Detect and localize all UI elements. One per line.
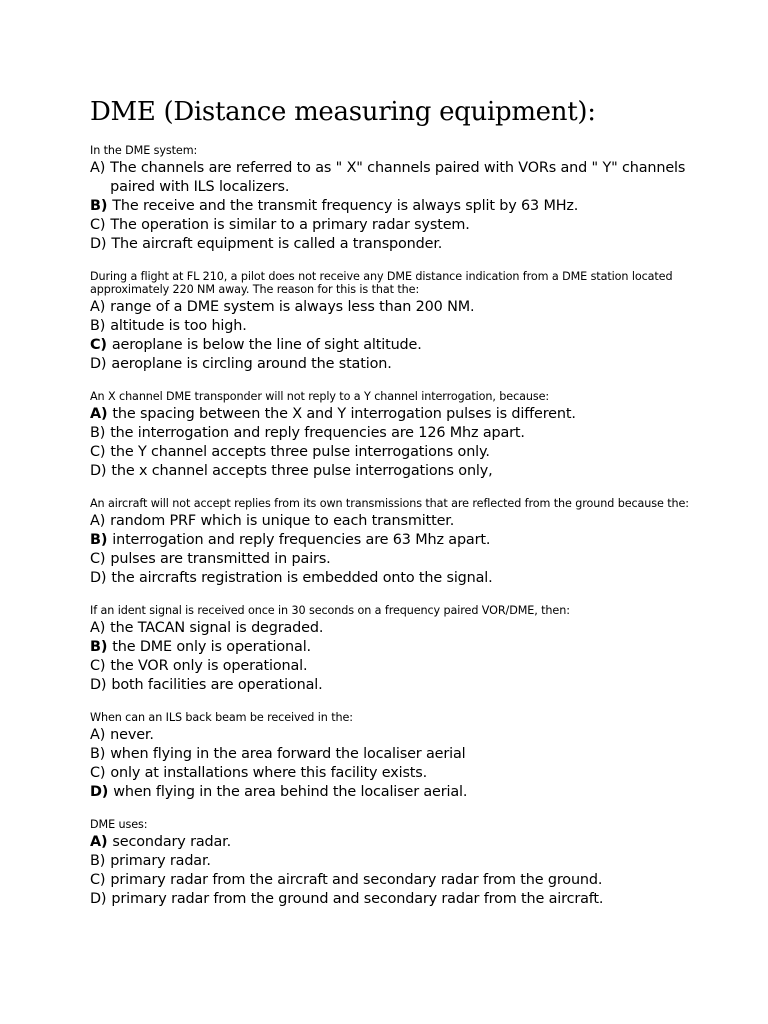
option-letter: A): [90, 406, 108, 422]
option-letter: C): [90, 765, 106, 781]
question-block-6: [90, 711, 730, 802]
option-letter: C): [90, 337, 107, 353]
option-letter: A): [90, 513, 106, 529]
question-stem: In the DME system:: [90, 144, 198, 157]
option-letter: B): [90, 532, 108, 548]
option-letter: D): [90, 570, 107, 586]
option-letter: A): [90, 834, 108, 850]
answer-options: [90, 405, 730, 481]
answer-option: [90, 443, 730, 462]
question-list: [90, 144, 730, 909]
option-letter: A): [90, 299, 106, 315]
question-stem: When can an ILS back beam be received in the:: [90, 711, 353, 724]
answer-options: [90, 298, 730, 374]
question-stem: An X channel DME transponder will not reply to a Y channel interrogation, because:: [90, 390, 550, 403]
answer-option: [90, 298, 730, 317]
answer-option: [90, 852, 730, 871]
option-text: never.: [110, 727, 154, 743]
option-text: the TACAN signal is degraded.: [110, 620, 324, 636]
option-letter: A): [90, 160, 106, 176]
option-letter: B): [90, 198, 108, 214]
option-text: only at installations where this facility exists.: [110, 765, 428, 781]
answer-option: [90, 726, 730, 745]
answer-option-correct: [90, 405, 730, 424]
option-text: the aircrafts registration is embedded onto the signal.: [111, 570, 493, 586]
answer-option: [90, 764, 730, 783]
answer-option: [90, 657, 730, 676]
option-text: the spacing between the X and Y interrogation pulses is different.: [112, 406, 576, 422]
answer-option-correct: [90, 783, 730, 802]
option-letter: D): [90, 891, 107, 907]
option-letter: B): [90, 318, 106, 334]
answer-option-correct: [90, 833, 730, 852]
option-letter: B): [90, 853, 106, 869]
answer-option: [90, 619, 730, 638]
answer-option: [90, 890, 730, 909]
option-letter: D): [90, 784, 109, 800]
answer-option-correct: [90, 336, 730, 355]
option-text: the VOR only is operational.: [110, 658, 308, 674]
answer-option: [90, 317, 730, 336]
option-text: when flying in the area behind the localiser aerial.: [113, 784, 468, 800]
option-text: the interrogation and reply frequencies are 126 Mhz apart.: [110, 425, 525, 441]
option-letter: C): [90, 658, 106, 674]
answer-option: [90, 355, 730, 374]
option-letter: C): [90, 551, 106, 567]
option-text: The aircraft equipment is called a transponder.: [111, 236, 443, 252]
option-text: aeroplane is below the line of sight altitude.: [111, 337, 422, 353]
document-page: [90, 94, 730, 925]
option-text: both facilities are operational.: [111, 677, 323, 693]
option-letter: D): [90, 356, 107, 372]
question-stem: During a flight at FL 210, a pilot does not receive any DME distance indication from a DME station located approximately 220 NM away. The reason for this is that the:: [90, 270, 673, 296]
option-text: secondary radar.: [112, 834, 232, 850]
question-stem: An aircraft will not accept replies from its own transmissions that are reflected from the ground because the:: [90, 497, 689, 510]
option-text: aeroplane is circling around the station.: [111, 356, 392, 372]
question-stem: If an ident signal is received once in 30 seconds on a frequency paired VOR/DME, then:: [90, 604, 570, 617]
option-text: The channels are referred to as " X" channels paired with VORs and " Y" channels paired with ILS localizers.: [110, 160, 686, 195]
question-block-3: [90, 390, 730, 481]
option-text: The receive and the transmit frequency is always split by 63 MHz.: [112, 198, 579, 214]
answer-options: [90, 159, 730, 254]
answer-option: [90, 550, 730, 569]
answer-option: [90, 569, 730, 588]
option-text: random PRF which is unique to each transmitter.: [110, 513, 455, 529]
option-letter: A): [90, 727, 106, 743]
option-letter: D): [90, 236, 107, 252]
option-letter: D): [90, 677, 107, 693]
answer-option: [90, 159, 730, 197]
answer-options: [90, 833, 730, 909]
option-text: interrogation and reply frequencies are 63 Mhz apart.: [112, 532, 491, 548]
answer-option-correct: [90, 638, 730, 657]
option-letter: C): [90, 444, 106, 460]
page-title: DME (Distance measuring equipment):: [90, 97, 596, 127]
option-text: range of a DME system is always less than 200 NM.: [110, 299, 475, 315]
answer-options: [90, 512, 730, 588]
question-block-1: [90, 144, 730, 254]
option-letter: B): [90, 746, 106, 762]
option-text: primary radar.: [110, 853, 211, 869]
option-text: altitude is too high.: [110, 318, 247, 334]
option-text: primary radar from the ground and secondary radar from the aircraft.: [111, 891, 604, 907]
option-text: the x channel accepts three pulse interrogations only,: [111, 463, 493, 479]
answer-option: [90, 676, 730, 695]
option-letter: D): [90, 463, 107, 479]
question-stem: DME uses:: [90, 818, 148, 831]
question-block-5: [90, 604, 730, 695]
question-block-7: [90, 818, 730, 909]
option-letter: B): [90, 639, 108, 655]
question-block-2: [90, 270, 730, 374]
option-text: the DME only is operational.: [112, 639, 311, 655]
answer-option-correct: [90, 531, 730, 550]
option-letter: C): [90, 872, 106, 888]
option-letter: A): [90, 620, 106, 636]
option-letter: B): [90, 425, 106, 441]
question-block-4: [90, 497, 730, 588]
answer-option: [90, 424, 730, 443]
option-text: the Y channel accepts three pulse interrogations only.: [110, 444, 490, 460]
option-text: The operation is similar to a primary radar system.: [110, 217, 470, 233]
option-text: when flying in the area forward the localiser aerial: [110, 746, 466, 762]
answer-option: [90, 871, 730, 890]
answer-option: [90, 462, 730, 481]
answer-option: [90, 512, 730, 531]
option-text: pulses are transmitted in pairs.: [110, 551, 331, 567]
answer-option: [90, 235, 730, 254]
option-text: primary radar from the aircraft and secondary radar from the ground.: [110, 872, 603, 888]
answer-options: [90, 726, 730, 802]
answer-option: [90, 745, 730, 764]
option-letter: C): [90, 217, 106, 233]
answer-options: [90, 619, 730, 695]
answer-option: [90, 216, 730, 235]
answer-option-correct: [90, 197, 730, 216]
